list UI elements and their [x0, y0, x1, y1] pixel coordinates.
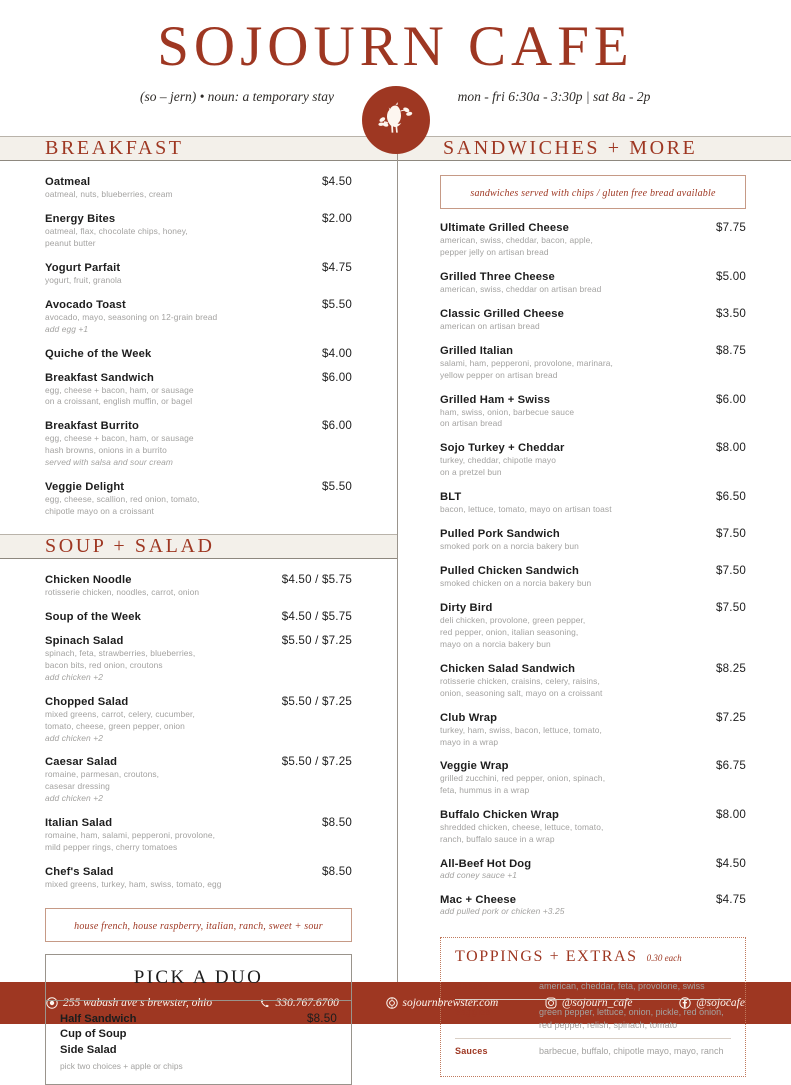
toppings-row [455, 974, 731, 999]
menu-item-name: Italian Salad [45, 817, 113, 830]
menu-item-description: egg, cheese + bacon, ham, or sausage on a croissant, english muffin, or bagel [45, 384, 194, 407]
menu-item-price: $5.50 [321, 297, 352, 311]
sandwich-served-note-box [440, 175, 746, 209]
menu-item-description: rotisserie chicken, craisins, celery, raisins, onion, seasoning salt, mayo on a croissant [440, 675, 603, 698]
menu-item-price: $5.50 [321, 480, 352, 494]
menu-item-name: Quiche of the Week [45, 347, 152, 360]
menu-item-head [440, 711, 746, 724]
toppings-row-value: american, cheddar, feta, provolone, swiss [539, 980, 705, 991]
footer-contact-text: sojournbrewster.com [402, 997, 499, 1009]
menu-item-description: turkey, ham, swiss, bacon, lettuce, tomato, mayo in a wrap [440, 724, 602, 747]
menu-item-description: american on artisan bread [440, 320, 540, 331]
menu-item-price: $4.50 / $5.75 [281, 572, 352, 586]
menu-item-note: add egg +1 [45, 323, 89, 334]
menu-item-name: Soup of the Week [45, 610, 142, 623]
toppings-row [455, 1038, 731, 1064]
menu-item [45, 573, 352, 599]
menu-item-head [45, 634, 352, 647]
menu-item-note: add pulled pork or chicken +3.25 [440, 906, 565, 917]
dressings-note: house french, house raspberry, italian, ranch, sweet + sour [74, 920, 323, 932]
menu-item [45, 634, 352, 684]
pick-a-duo-note: pick two choices + apple or chips [60, 1061, 183, 1072]
menu-item-price: $7.50 [715, 564, 746, 578]
menu-item-head [440, 808, 746, 821]
pick-a-duo-body [46, 1001, 351, 1084]
menu-item-description: yogurt, fruit, granola [45, 274, 122, 285]
menu-item-name: Dirty Bird [440, 601, 493, 614]
footer-contact-text: @sojocafe [696, 997, 745, 1009]
menu-item-head [45, 816, 352, 829]
menu-item-name: Caesar Salad [45, 756, 118, 769]
menu-item-price: $6.50 [715, 490, 746, 504]
menu-item-name: Chef's Salad [45, 866, 114, 879]
menu-item-price: $6.00 [321, 419, 352, 433]
menu-item-name: Veggie Wrap [440, 760, 509, 773]
menu-item-head [440, 490, 746, 503]
toppings-row-value: barbecue, buffalo, chipotle mayo, mayo, ranch [539, 1046, 724, 1057]
menu-item-price: $6.75 [715, 759, 746, 773]
footer-contact-text: 330.767.6700 [275, 997, 339, 1009]
pick-a-duo-row [60, 1012, 337, 1058]
menu-item-price: $8.00 [715, 808, 746, 822]
menu-item-price: $3.50 [715, 306, 746, 320]
dressings-note-box [45, 908, 352, 942]
menu-item-price: $7.50 [715, 600, 746, 614]
menu-item-description: mixed greens, carrot, celery, cucumber, tomato, cheese, green pepper, onion [45, 708, 195, 731]
menu-item-name: Chicken Noodle [45, 573, 132, 586]
section-header-soup-salad [0, 534, 397, 559]
menu-item-description: egg, cheese, scallion, red onion, tomato, chipotle mayo on a croissant [45, 494, 200, 517]
menu-item-name: Mac + Cheese [440, 894, 517, 907]
menu-item-name: All-Beef Hot Dog [440, 858, 532, 871]
menu-item-price: $4.75 [321, 260, 352, 274]
menu-item-head [440, 527, 746, 540]
toppings-price-note: 0.30 each [646, 952, 682, 963]
menu-item-note: add chicken +2 [45, 793, 103, 804]
menu-item-description: oatmeal, nuts, blueberries, cream [45, 189, 173, 199]
menu-item [440, 857, 746, 882]
menu-item [440, 270, 746, 296]
section-header-sandwiches [398, 136, 791, 161]
menu-item [440, 711, 746, 749]
menu-item [45, 610, 352, 623]
menu-item-name: Sojo Turkey + Cheddar [440, 442, 565, 455]
toppings-extras-panel [440, 937, 746, 1077]
menu-item [440, 808, 746, 846]
toppings-row-value: green pepper, lettuce, onion, pickle, red onion, red pepper, relish, spinach, tomato [539, 1007, 724, 1031]
menu-item-description: mixed greens, turkey, ham, swiss, tomato, egg [45, 879, 222, 890]
menu-item [45, 755, 352, 805]
menu-item [45, 865, 352, 891]
menu-item-head [440, 393, 746, 406]
menu-item [45, 347, 352, 360]
menu-item-price: $5.50 / $7.25 [281, 633, 352, 647]
menu-item [45, 419, 352, 469]
menu-item-price: $4.50 [715, 857, 746, 871]
toppings-row [455, 999, 731, 1038]
page-header [0, 0, 791, 136]
menu-item-head [440, 344, 746, 357]
breakfast-item-list [0, 161, 397, 529]
menu-item-head [440, 759, 746, 772]
menu-item-description: romaine, parmesan, croutons, casesar dressing [45, 769, 160, 792]
menu-item [440, 893, 746, 918]
menu-item-description: grilled zucchini, red pepper, onion, spinach, feta, hummus in a wrap [440, 773, 606, 796]
menu-item-description: egg, cheese + bacon, ham, or sausage hash browns, onions in a burrito [45, 433, 194, 456]
menu-item-name: Grilled Ham + Swiss [440, 393, 551, 406]
menu-item-name: Spinach Salad [45, 634, 124, 647]
menu-item-price: $5.50 / $7.25 [281, 694, 352, 708]
menu-item-description: american, swiss, cheddar on artisan bread [440, 283, 602, 294]
menu-item [45, 480, 352, 518]
menu-item-head [440, 601, 746, 614]
menu-item-price: $4.50 / $5.75 [281, 609, 352, 623]
menu-item-note: add chicken +2 [45, 671, 103, 682]
menu-item-description: rotisserie chicken, noodles, carrot, onion [45, 586, 200, 597]
pick-a-duo-price: $8.50 [306, 1011, 337, 1025]
brand-tagline: (so – jern) • noun: a temporary stay [139, 89, 335, 104]
menu-item-head [440, 857, 746, 870]
toppings-header [455, 948, 731, 966]
toppings-rows [455, 974, 731, 1064]
menu-item-price: $6.00 [715, 392, 746, 406]
menu-item-head [45, 573, 352, 586]
cardinal-bird-on-branch-icon [362, 86, 430, 154]
menu-item-description: salami, ham, pepperoni, provolone, marinara, yellow pepper on artisan bread [440, 357, 613, 380]
globe-icon [386, 997, 398, 1009]
menu-item [440, 307, 746, 333]
menu-item-name: Buffalo Chicken Wrap [440, 809, 560, 822]
toppings-row-label: Cheese [455, 980, 489, 991]
menu-item-description: romaine, ham, salami, pepperoni, provolone, mild pepper rings, cherry tomatoes [45, 830, 216, 853]
soup-salad-item-list [0, 559, 397, 902]
menu-item [45, 298, 352, 336]
menu-item-price: $5.00 [715, 269, 746, 283]
menu-item-description: turkey, cheddar, chipotle mayo on a pretzel bun [440, 455, 556, 478]
menu-item-description: avocado, mayo, seasoning on 12-grain bread [45, 311, 218, 322]
menu-item-head [45, 480, 352, 493]
menu-item-note: served with salsa and sour cream [45, 457, 173, 468]
page-title: SOJOURN CAFE [157, 15, 634, 78]
menu-item-name: Pulled Pork Sandwich [440, 528, 560, 541]
menu-item-name: Grilled Three Cheese [440, 270, 555, 283]
duo-line: Side Salad [60, 1043, 117, 1056]
section-title: BREAKFAST [45, 137, 184, 159]
pick-a-duo-panel [45, 954, 352, 1085]
menu-item-head [45, 347, 352, 360]
menu-item-head [45, 261, 352, 274]
menu-item-name: Chicken Salad Sandwich [440, 662, 576, 675]
menu-item-head [440, 270, 746, 283]
menu-item-head [440, 441, 746, 454]
menu-item [45, 371, 352, 409]
menu-item-description: spinach, feta, strawberries, blueberries, bacon bits, red onion, croutons [45, 647, 196, 670]
menu-item [440, 759, 746, 797]
menu-item [440, 344, 746, 382]
menu-item-name: Pulled Chicken Sandwich [440, 565, 579, 578]
menu-item-description: shredded chicken, cheese, lettuce, tomato, ranch, buffalo sauce in a wrap [440, 822, 604, 845]
menu-item-price: $7.25 [715, 710, 746, 724]
menu-item-note: add chicken +2 [45, 732, 103, 743]
menu-item-price: $8.00 [715, 441, 746, 455]
menu-item-head [440, 893, 746, 906]
menu-item-name: Veggie Delight [45, 481, 125, 494]
menu-item-price: $8.25 [715, 661, 746, 675]
menu-item-head [45, 212, 352, 225]
hours-text: mon - fri 6:30a - 3:30p | sat 8a - 2p [457, 89, 651, 104]
menu-item-head [45, 298, 352, 311]
menu-item [440, 527, 746, 553]
section-title: SOUP + SALAD [45, 534, 215, 557]
toppings-row-label: Veggies [455, 1007, 491, 1018]
duo-line: Half Sandwich [60, 1012, 137, 1025]
sandwiches-item-list [398, 221, 791, 929]
menu-item-description: smoked pork on a norcia bakery bun [440, 541, 579, 552]
pick-a-duo-title: PICK A DUO [133, 966, 264, 988]
menu-item-price: $8.50 [321, 865, 352, 879]
menu-item-price: $8.50 [321, 816, 352, 830]
menu-item [440, 393, 746, 431]
menu-item-price: $5.50 / $7.25 [281, 755, 352, 769]
menu-item [440, 662, 746, 700]
toppings-title: TOPPINGS + EXTRAS [455, 947, 638, 965]
menu-item-head [45, 695, 352, 708]
menu-item-description: bacon, lettuce, tomato, mayo on artisan toast [440, 504, 612, 515]
menu-item-price: $4.75 [715, 893, 746, 907]
duo-line: Cup of Soup [60, 1028, 127, 1041]
pick-a-duo-lines [60, 1012, 136, 1058]
menu-item-name: BLT [440, 491, 462, 504]
menu-item-price: $8.75 [715, 343, 746, 357]
section-title: SANDWICHES + MORE [443, 137, 698, 159]
menu-item-price: $4.50 [321, 175, 352, 188]
menu-item-head [45, 755, 352, 768]
menu-item-head [440, 662, 746, 675]
menu-item-head [45, 419, 352, 432]
menu-item-head [45, 175, 352, 188]
footer-contact-text: 255 wabash ave s brewster, ohio [63, 997, 213, 1009]
section-header-breakfast [0, 136, 397, 161]
menu-item-description: oatmeal, flax, chocolate chips, honey, peanut butter [45, 225, 188, 248]
menu-item-name: Chopped Salad [45, 695, 129, 708]
menu-item-price: $6.00 [321, 370, 352, 384]
menu-item-name: Classic Grilled Cheese [440, 307, 564, 320]
menu-item-head [440, 564, 746, 577]
menu-item-price: $2.00 [321, 211, 352, 225]
menu-item-name: Club Wrap [440, 711, 498, 724]
menu-item [440, 221, 746, 259]
menu-item-note: add coney sauce +1 [440, 870, 517, 881]
menu-item-price: $4.00 [321, 346, 352, 360]
menu-item-head [440, 221, 746, 234]
menu-item [45, 695, 352, 745]
menu-item [45, 175, 352, 201]
menu-item-head [45, 371, 352, 384]
sandwich-served-note: sandwiches served with chips / gluten free bread available [470, 188, 716, 199]
menu-item-name: Energy Bites [45, 212, 116, 225]
menu-item [45, 261, 352, 287]
menu-item-name: Oatmeal [45, 176, 91, 188]
menu-item [440, 564, 746, 590]
menu-item-head [440, 307, 746, 320]
toppings-row-label: Sauces [455, 1046, 488, 1057]
menu-item-description: american, swiss, cheddar, bacon, apple, pepper jelly on artisan bread [440, 235, 593, 257]
menu-item-name: Yogurt Parfait [45, 261, 121, 274]
menu-item-name: Breakfast Burrito [45, 420, 139, 433]
menu-item-head [45, 610, 352, 623]
menu-item [440, 601, 746, 651]
menu-item [45, 212, 352, 250]
menu-item [45, 816, 352, 854]
footer-contact-text: @sojourn_cafe [561, 997, 633, 1009]
menu-item-price: $7.75 [715, 221, 746, 234]
pick-a-duo-header [46, 955, 351, 1001]
menu-item [440, 490, 746, 516]
menu-item-name: Ultimate Grilled Cheese [440, 222, 570, 234]
menu-item-description: smoked chicken on a norcia bakery bun [440, 578, 592, 589]
menu-item-price: $7.50 [715, 527, 746, 541]
menu-item-description: deli chicken, provolone, green pepper, red pepper, onion, italian seasoning, mayo on a norcia bakery bun [440, 614, 586, 649]
menu-item-description: ham, swiss, onion, barbecue sauce on artisan bread [440, 406, 575, 429]
menu-item-head [45, 865, 352, 878]
menu-item-name: Breakfast Sandwich [45, 371, 155, 384]
menu-item [440, 441, 746, 479]
menu-item-name: Grilled Italian [440, 344, 514, 357]
menu-item-name: Avocado Toast [45, 298, 126, 311]
